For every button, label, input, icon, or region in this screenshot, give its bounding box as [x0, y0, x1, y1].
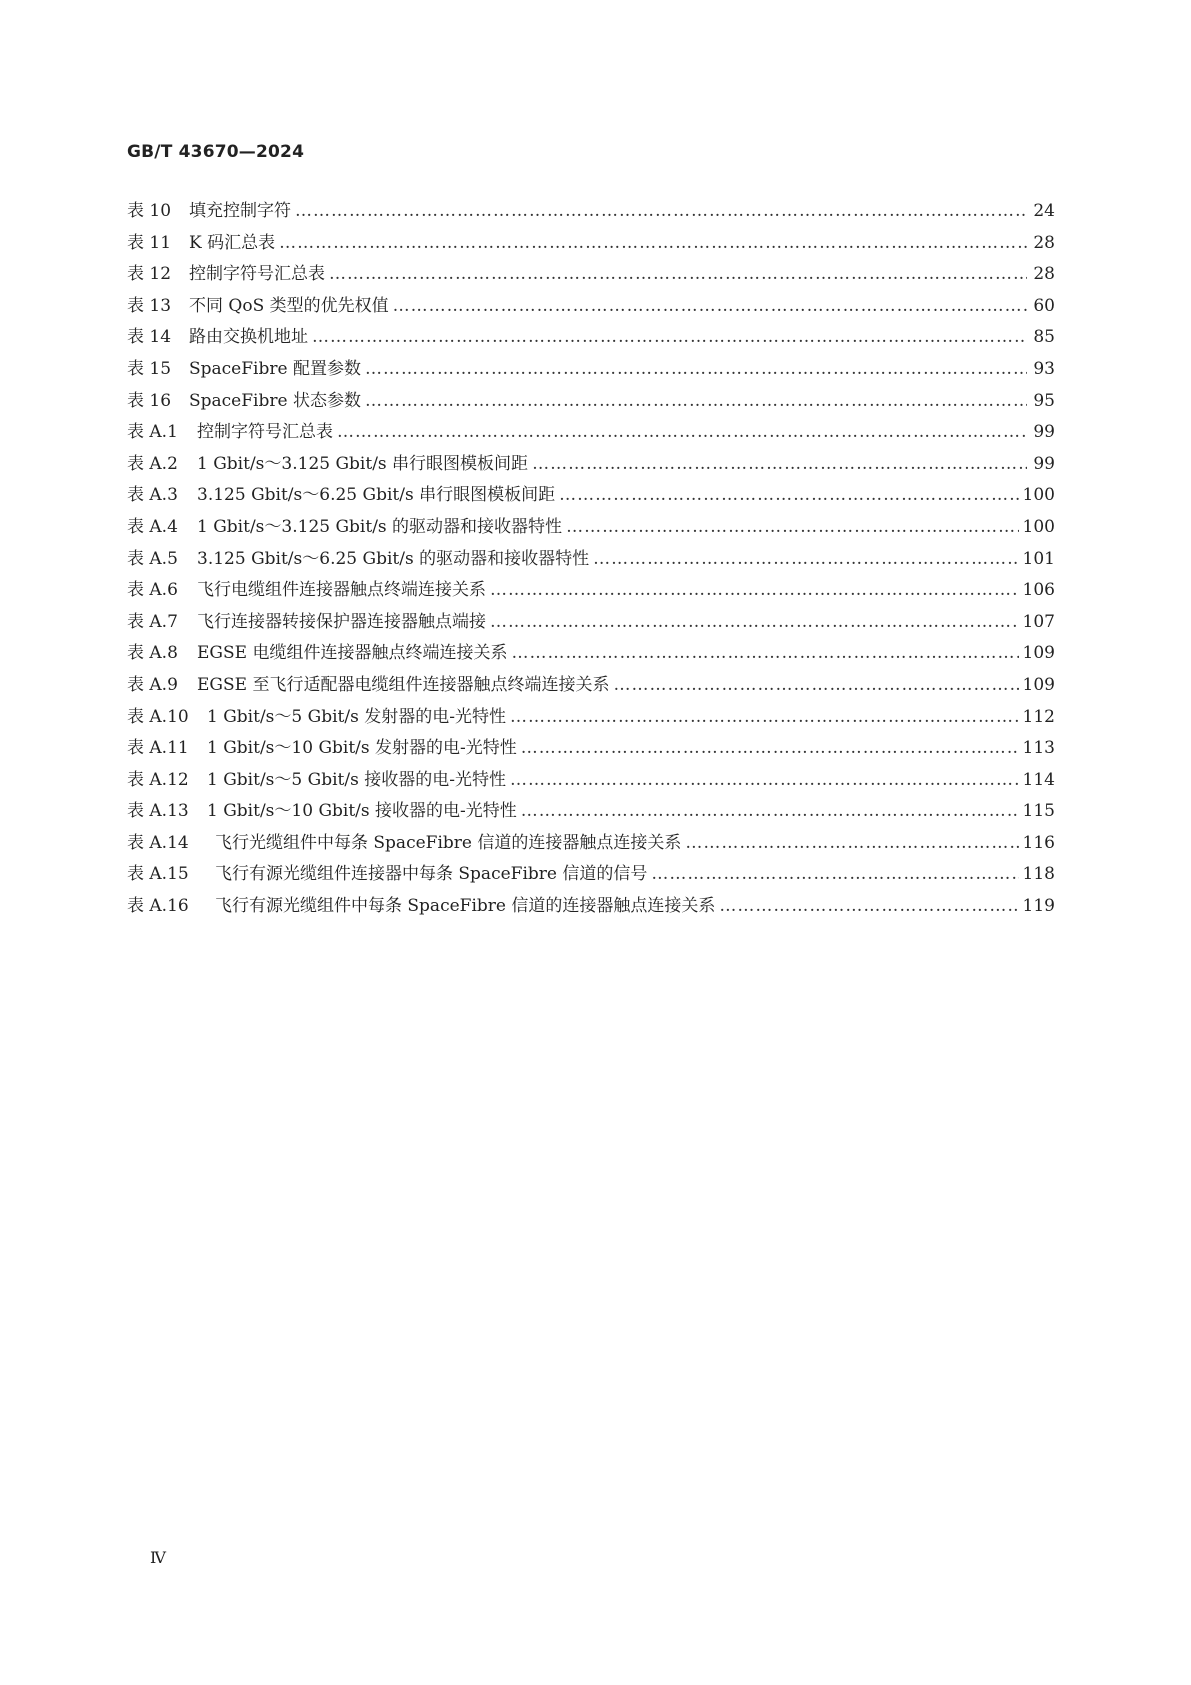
toc-entry-page: 95 [1033, 390, 1055, 411]
toc-entry-label: 表 A.8 [127, 643, 178, 664]
toc-entry-page: 28 [1033, 264, 1055, 285]
toc-entry-page: 114 [1022, 769, 1055, 790]
toc-entry-label: 表 A.6 [127, 580, 178, 601]
dot-leader [613, 670, 1018, 702]
toc-entry[interactable] [127, 733, 1055, 765]
toc-entry[interactable] [127, 480, 1055, 512]
toc-entry-title: K 码汇总表 [189, 232, 276, 253]
toc-entry-title: 3.125 Gbit/s～6.25 Gbit/s 的驱动器和接收器特性 [197, 548, 590, 569]
toc-entry-label: 表 12 [127, 264, 172, 285]
toc-entry-title: SpaceFibre 配置参数 [189, 358, 361, 379]
toc-entry-label: 表 A.1 [127, 422, 178, 443]
dot-leader [295, 196, 1027, 228]
toc-entry-label: 表 A.3 [127, 485, 178, 506]
toc-entry-label: 表 A.7 [127, 611, 178, 632]
toc-entry-title: 飞行光缆组件中每条 SpaceFibre 信道的连接器触点连接关系 [215, 832, 682, 853]
toc-entry-page: 99 [1033, 422, 1055, 443]
toc-entry[interactable] [127, 291, 1055, 323]
toc-entry-page: 113 [1022, 738, 1055, 759]
toc-entry-page: 24 [1033, 201, 1055, 221]
dot-leader [490, 607, 1019, 639]
toc-entry[interactable] [127, 575, 1055, 607]
toc-entry-page: 118 [1022, 864, 1055, 885]
dot-leader [312, 322, 1027, 354]
toc-entry-title: 1 Gbit/s～3.125 Gbit/s 的驱动器和接收器特性 [197, 516, 563, 537]
toc-entry-title: SpaceFibre 状态参数 [189, 390, 361, 411]
toc-entry-label: 表 14 [127, 327, 172, 348]
toc-entry-page: 99 [1033, 453, 1055, 474]
toc-entry-page: 100 [1022, 485, 1055, 506]
toc-entry-label: 表 A.15 [127, 864, 189, 885]
page-number: Ⅳ [150, 1548, 166, 1567]
toc-entry-title: 飞行有源光缆组件连接器中每条 SpaceFibre 信道的信号 [215, 864, 648, 885]
dot-leader [490, 575, 1019, 607]
toc-entry-label: 表 15 [127, 358, 172, 379]
dot-leader [511, 638, 1018, 670]
dot-leader [393, 291, 1027, 323]
toc-entry[interactable] [127, 796, 1055, 828]
dot-leader [329, 259, 1027, 291]
toc-entry-label: 表 A.4 [127, 516, 178, 537]
dot-leader [651, 859, 1018, 891]
toc-entry-title: 飞行连接器转接保护器连接器触点端接 [197, 611, 486, 632]
toc-entry-page: 112 [1022, 706, 1055, 727]
toc-entry-label: 表 A.9 [127, 674, 178, 695]
toc-entry-label: 表 11 [127, 232, 172, 253]
dot-leader [559, 480, 1018, 512]
toc-entry-label: 表 A.14 [127, 832, 189, 853]
toc-entry-title: 飞行有源光缆组件中每条 SpaceFibre 信道的连接器触点连接关系 [215, 896, 716, 917]
toc-entry-title: EGSE 电缆组件连接器触点终端连接关系 [197, 643, 508, 664]
toc-entry-page: 116 [1022, 832, 1055, 853]
toc-entry[interactable] [127, 607, 1055, 639]
dot-leader [510, 702, 1019, 734]
toc-entry[interactable] [127, 891, 1055, 923]
dot-leader [365, 354, 1027, 386]
toc-entry-label: 表 A.11 [127, 738, 189, 759]
toc-entry-page: 60 [1033, 295, 1055, 316]
toc-entry[interactable] [127, 512, 1055, 544]
toc-entry-label: 表 A.13 [127, 801, 189, 822]
toc-entry-page: 85 [1033, 327, 1055, 348]
dot-leader [532, 449, 1027, 481]
toc-entry[interactable] [127, 354, 1055, 386]
toc-entry-label: 表 A.2 [127, 453, 178, 474]
toc-entry-label: 表 A.5 [127, 548, 178, 569]
toc-entry-title: 控制字符号汇总表 [189, 264, 325, 285]
toc-entry[interactable] [127, 544, 1055, 576]
toc-entry[interactable] [127, 670, 1055, 702]
toc-entry-page: 115 [1022, 801, 1055, 822]
dot-leader [685, 828, 1018, 860]
toc-entry-page: 28 [1033, 232, 1055, 253]
standard-code: GB/T 43670—2024 [127, 142, 305, 162]
toc-entry-page: 101 [1022, 548, 1055, 569]
toc-entry-title: 填充控制字符 [189, 201, 291, 221]
toc-entry[interactable] [127, 449, 1055, 481]
table-of-contents [127, 196, 1055, 923]
toc-entry[interactable] [127, 417, 1055, 449]
dot-leader [593, 544, 1018, 576]
toc-entry[interactable] [127, 765, 1055, 797]
toc-entry-title: 1 Gbit/s～3.125 Gbit/s 串行眼图模板间距 [197, 453, 529, 474]
dot-leader [521, 733, 1019, 765]
dot-leader [337, 417, 1027, 449]
toc-entry-title: 3.125 Gbit/s～6.25 Gbit/s 串行眼图模板间距 [197, 485, 556, 506]
toc-entry-title: 控制字符号汇总表 [197, 422, 333, 443]
toc-entry-page: 119 [1022, 896, 1055, 917]
toc-entry-title: 1 Gbit/s～10 Gbit/s 接收器的电-光特性 [207, 801, 517, 822]
toc-entry-page: 109 [1022, 643, 1055, 664]
toc-entry[interactable] [127, 638, 1055, 670]
toc-entry[interactable] [127, 828, 1055, 860]
toc-entry-page: 106 [1022, 580, 1055, 601]
toc-entry-title: 路由交换机地址 [189, 327, 308, 348]
toc-entry-label: 表 A.16 [127, 896, 189, 917]
toc-entry[interactable] [127, 196, 1055, 228]
dot-leader [566, 512, 1018, 544]
toc-entry-label: 表 13 [127, 295, 172, 316]
dot-leader [521, 796, 1019, 828]
toc-entry-title: 不同 QoS 类型的优先权值 [189, 295, 389, 316]
toc-entry-title: 飞行电缆组件连接器触点终端连接关系 [197, 580, 486, 601]
toc-entry[interactable] [127, 259, 1055, 291]
toc-entry[interactable] [127, 322, 1055, 354]
toc-entry-label: 表 A.12 [127, 769, 189, 790]
toc-entry-label: 表 A.10 [127, 706, 189, 727]
toc-entry-label: 表 10 [127, 201, 172, 221]
toc-entry-title: 1 Gbit/s～10 Gbit/s 发射器的电-光特性 [207, 738, 517, 759]
toc-entry-page: 109 [1022, 674, 1055, 695]
toc-entry-title: 1 Gbit/s～5 Gbit/s 接收器的电-光特性 [207, 769, 506, 790]
toc-entry[interactable] [127, 228, 1055, 260]
toc-entry-label: 表 16 [127, 390, 172, 411]
toc-entry-page: 93 [1033, 358, 1055, 379]
dot-leader [365, 386, 1027, 418]
toc-entry-title: EGSE 至飞行适配器电缆组件连接器触点终端连接关系 [197, 674, 610, 695]
toc-entry-title: 1 Gbit/s～5 Gbit/s 发射器的电-光特性 [207, 706, 506, 727]
dot-leader [510, 765, 1019, 797]
toc-entry[interactable] [127, 702, 1055, 734]
toc-entry-page: 100 [1022, 516, 1055, 537]
toc-entry[interactable] [127, 859, 1055, 891]
toc-entry[interactable] [127, 386, 1055, 418]
dot-leader [279, 228, 1027, 260]
dot-leader [719, 891, 1018, 923]
toc-entry-page: 107 [1022, 611, 1055, 632]
